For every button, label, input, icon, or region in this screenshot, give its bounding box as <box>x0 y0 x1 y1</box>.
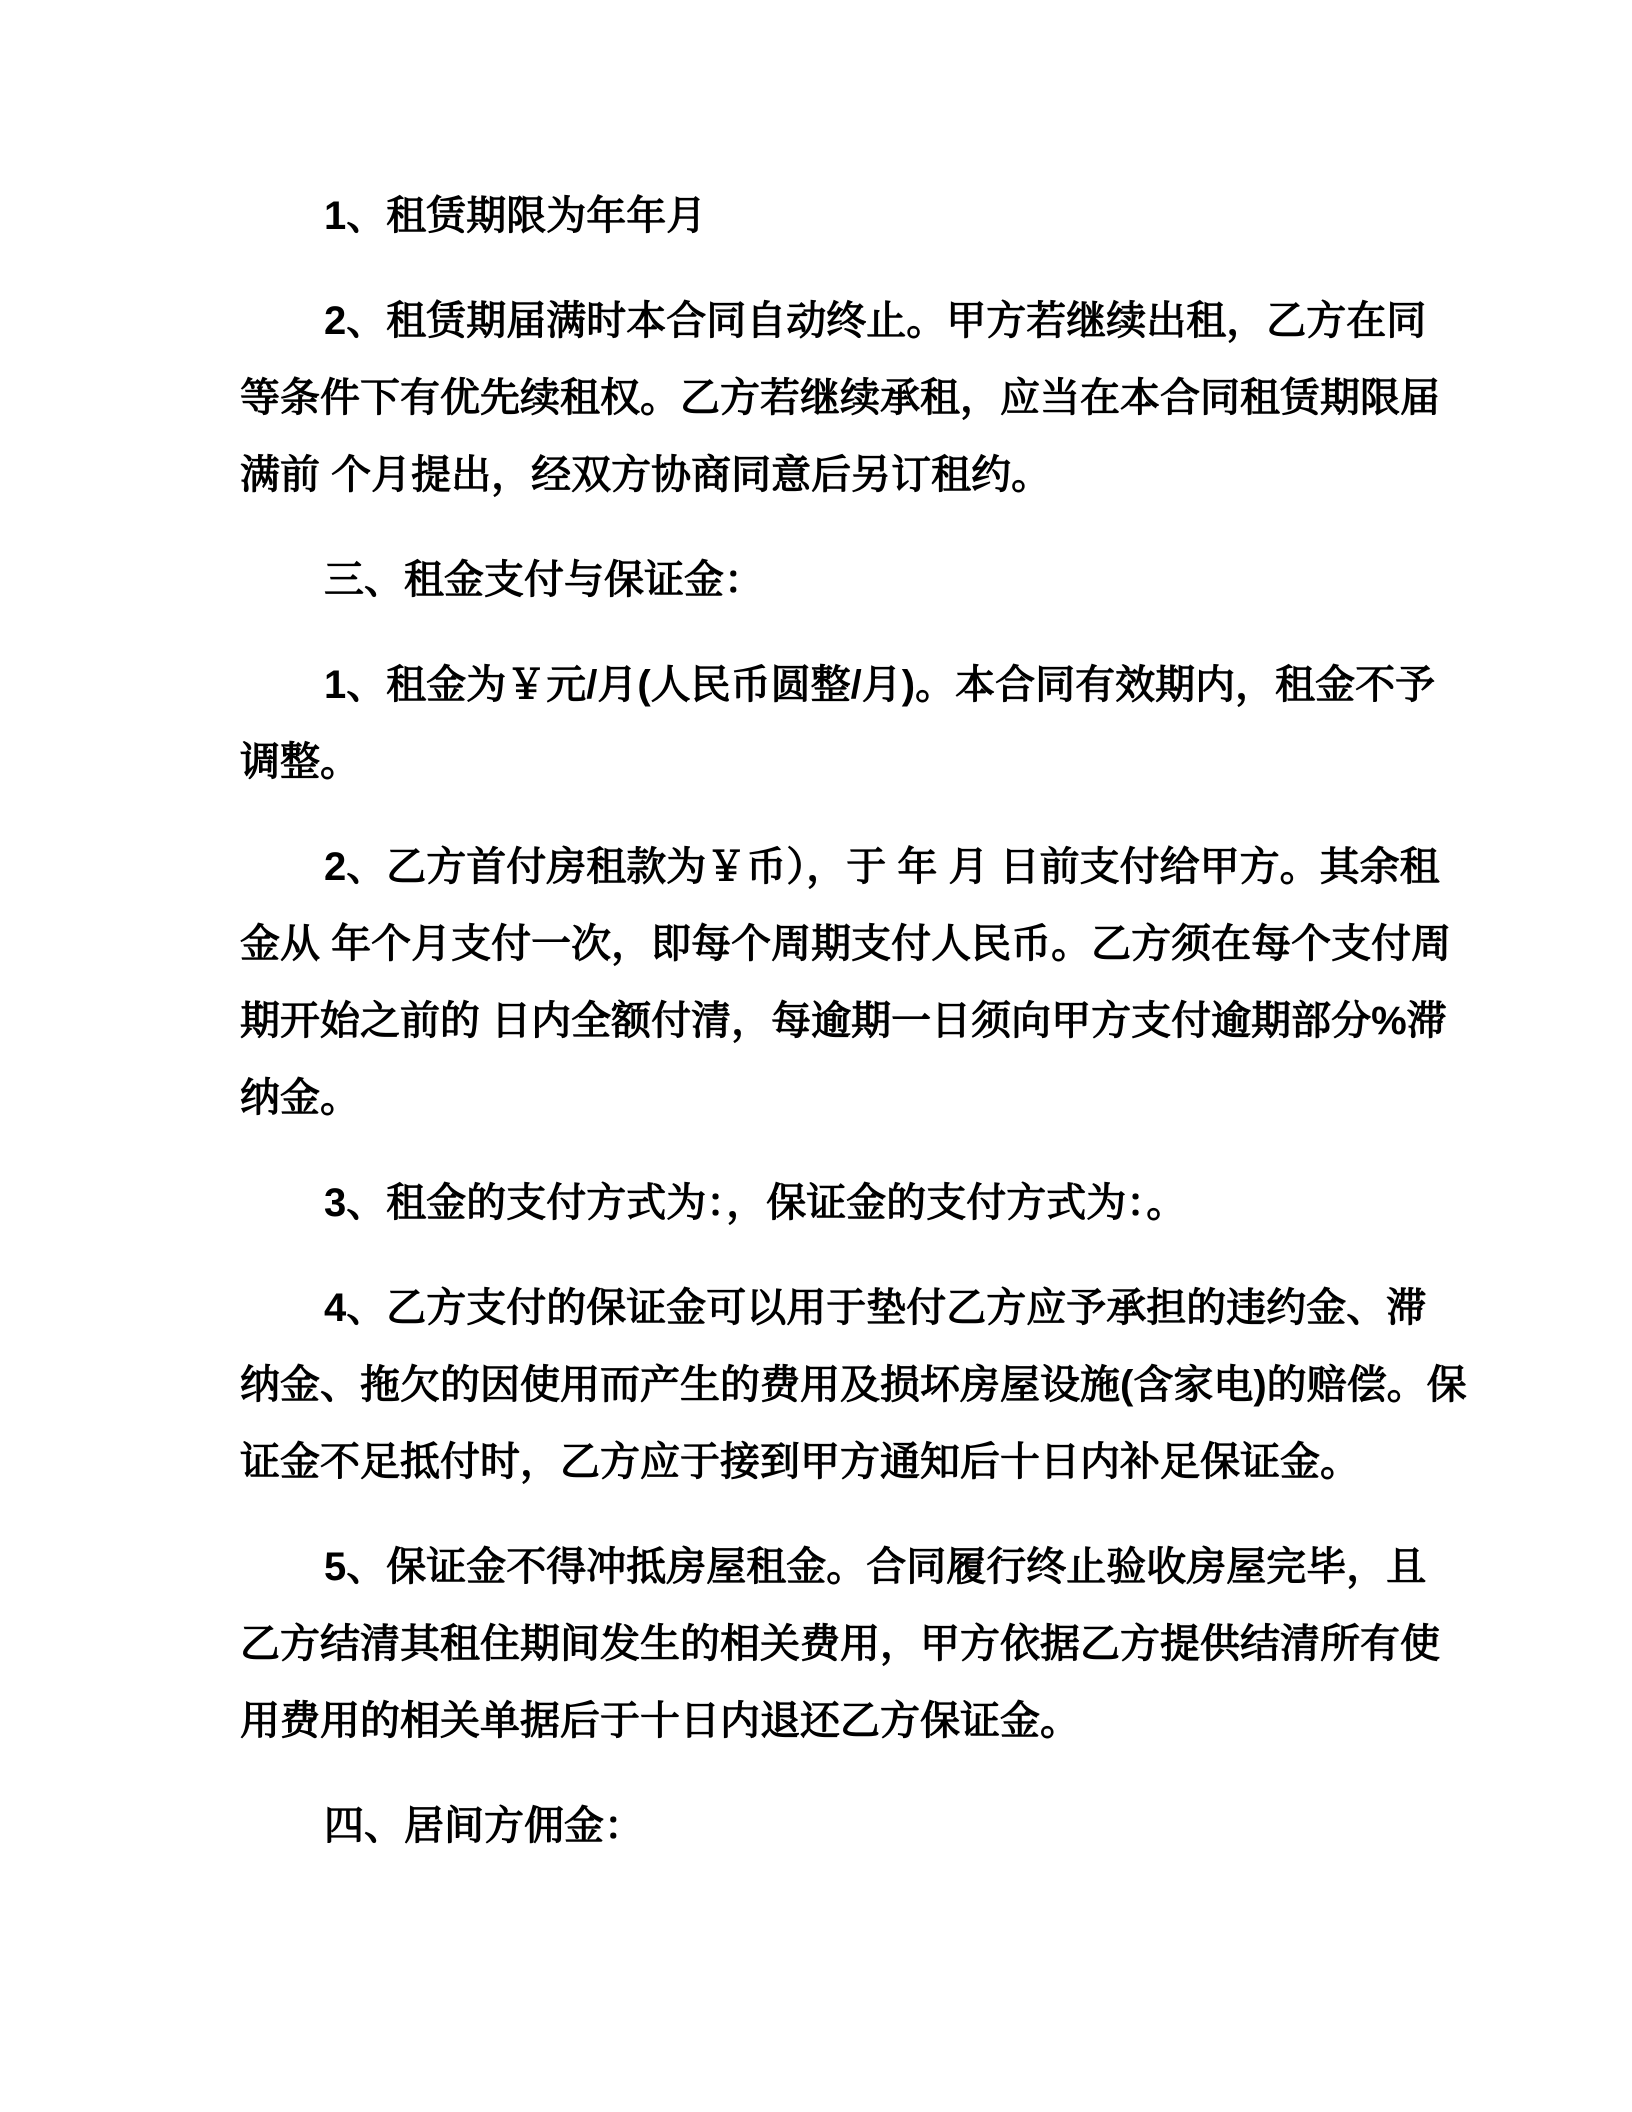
text-line: 纳金、拖欠的因使用而产生的费用及损坏房屋设施(含家电)的赔偿。保 <box>240 1363 1467 1407</box>
text-line: 2、乙方首付房租款为￥币），于 年 月 日前支付给甲方。其余租 <box>324 845 1440 889</box>
paragraph-lease-term <box>240 178 1452 255</box>
text-line: 1、租金为￥元/月(人民币圆整/月)。本合同有效期内，租金不予 <box>324 663 1436 707</box>
text-line: 乙方结清其租住期间发生的相关费用，甲方依据乙方提供结清所有使 <box>240 1622 1440 1666</box>
text-line: 满前 个月提出，经双方协商同意后另订租约。 <box>240 453 1052 497</box>
paragraph-first-payment <box>240 829 1452 1137</box>
text-line: 纳金。 <box>240 1076 360 1120</box>
text-line: 四、居间方佣金： <box>324 1804 644 1848</box>
text-line: 用费用的相关单据后于十日内退还乙方保证金。 <box>240 1699 1080 1743</box>
text-line: 三、租金支付与保证金： <box>324 558 764 602</box>
paragraph-deposit-return <box>240 1529 1452 1760</box>
text-line: 1、租赁期限为年年月 <box>324 194 707 238</box>
text-line: 2、租赁期届满时本合同自动终止。甲方若继续出租，乙方在同 <box>324 299 1427 343</box>
text-line: 调整。 <box>240 740 360 784</box>
paragraph-deposit-usage <box>240 1270 1467 1501</box>
section-heading-rent-payment <box>240 542 1452 619</box>
paragraph-rent-amount <box>240 647 1452 801</box>
paragraph-lease-expiry <box>240 283 1452 514</box>
text-line: 等条件下有优先续租权。乙方若继续承租，应当在本合同租赁期限届 <box>240 376 1440 420</box>
text-line: 3、租金的支付方式为：，保证金的支付方式为：。 <box>324 1181 1187 1225</box>
text-line: 证金不足抵付时，乙方应于接到甲方通知后十日内补足保证金。 <box>240 1440 1360 1484</box>
text-line: 5、保证金不得冲抵房屋租金。合同履行终止验收房屋完毕，且 <box>324 1545 1427 1589</box>
text-line: 4、乙方支付的保证金可以用于垫付乙方应予承担的违约金、滞 <box>324 1286 1427 1330</box>
paragraph-payment-method <box>240 1165 1452 1242</box>
section-heading-agent-commission <box>240 1788 1452 1865</box>
text-line: 期开始之前的 日内全额付清，每逾期一日须向甲方支付逾期部分%滞 <box>240 999 1447 1043</box>
text-line: 金从 年个月支付一次，即每个周期支付人民币。乙方须在每个支付周 <box>240 922 1452 966</box>
